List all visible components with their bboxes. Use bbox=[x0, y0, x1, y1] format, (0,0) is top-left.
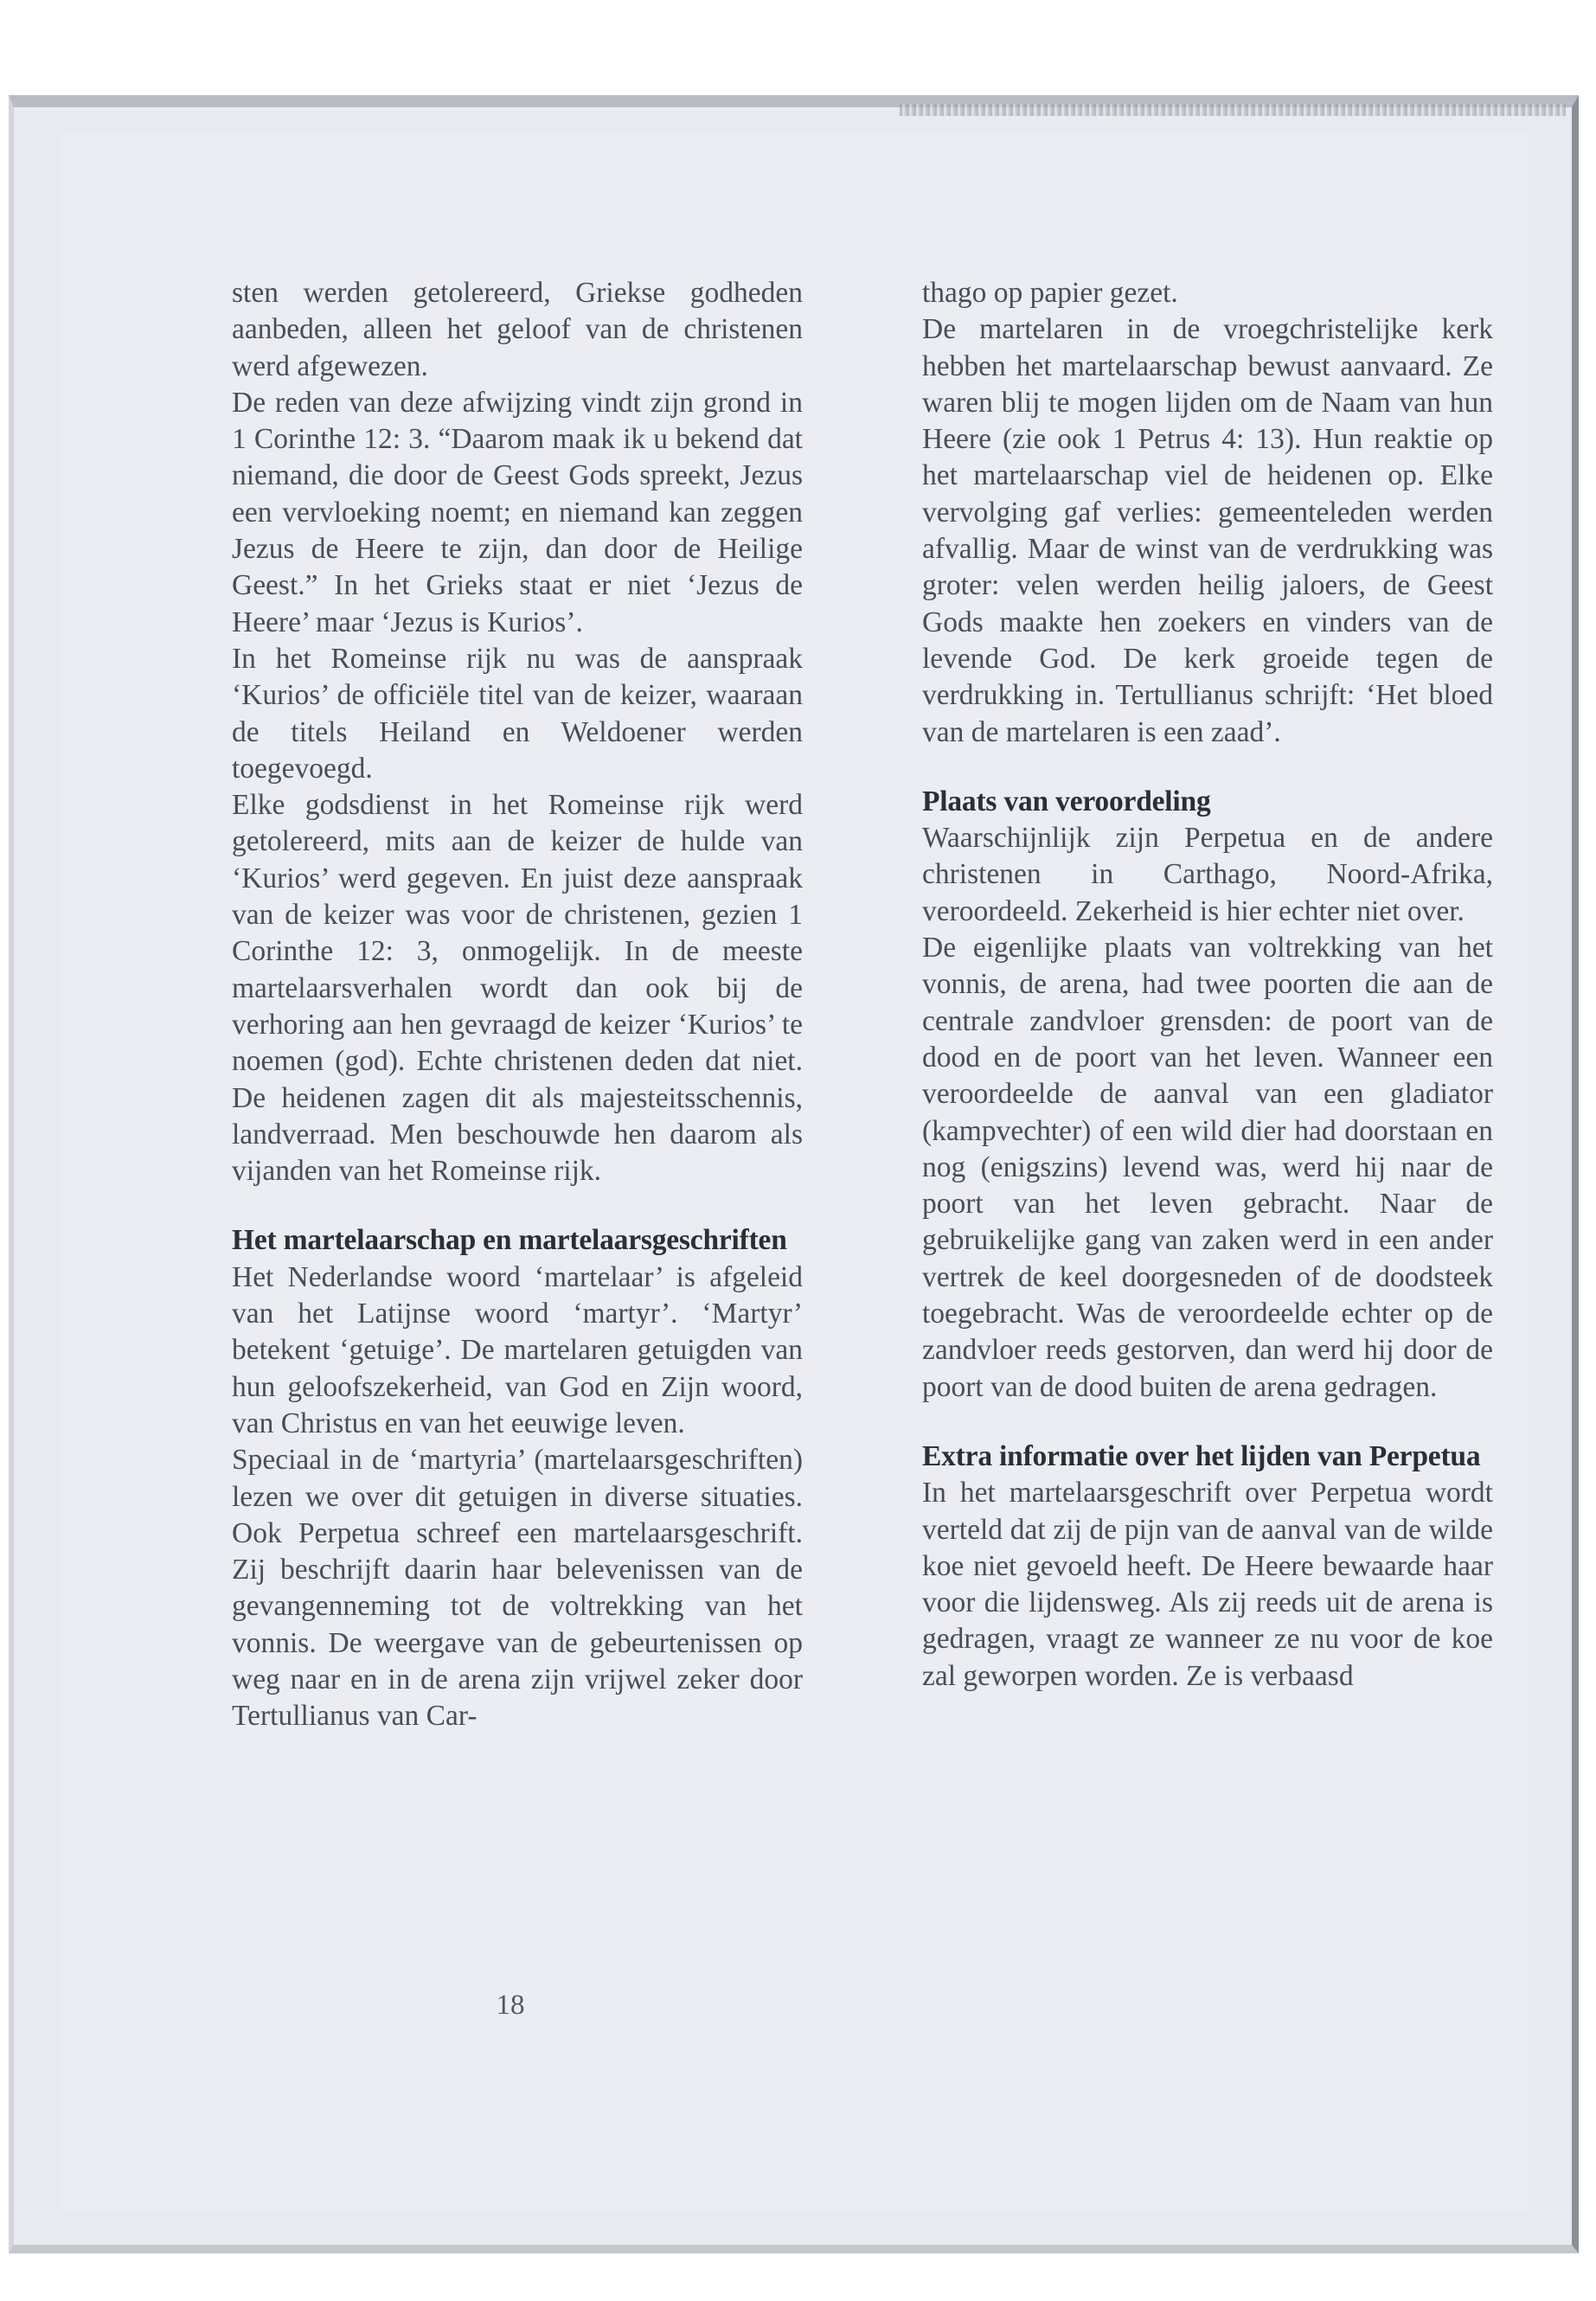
paragraph: Waarschijnlijk zijn Perpetua en de andere christenen in Carthago, Noord-Afrika, veroordeeld. Zekerheid is hier echter niet over. bbox=[922, 822, 1493, 927]
paragraph: De reden van deze afwijzing vindt zijn grond in 1 Corinthe 12: 3. “Daarom maak ik u bekend dat niemand, die door de Geest Gods spreekt, Jezus een vervloeking noemt; en niemand kan zeggen Jezus de Heere te zijn, dan door de Heilige Geest.” In het Grieks staat er niet ‘Jezus de Heere’ maar ‘Jezus is Kurios’. bbox=[232, 386, 803, 638]
paragraph: Elke godsdienst in het Romeinse rijk werd getolereerd, mits aan de keizer de hulde van ‘Kurios’ werd gegeven. En juist deze aanspraak van de keizer was voor de christenen, gezien 1 Corinthe 12: 3, onmogelijk. In de meeste martelaarsverhalen wordt dan ook bij de verhoring aan hen gevraagd de keizer ‘Kurios’ te noemen (god). Echte christenen deden dat niet. De heidenen zagen dit als majesteitsschennis, landverraad. Men beschouwde hen daarom als vijanden van het Romeinse rijk. bbox=[232, 789, 803, 1188]
paragraph: Speciaal in de ‘martyria’ (martelaarsgeschriften) lezen we over dit getuigen in diverse situaties. Ook Perpetua schreef een martelaarsgeschrift. Zij beschrijft daarin haar belevenissen van de gevangenneming tot de voltrekking van het vonnis. De weergave van de gebeurtenissen op weg naar en in de arena zijn vrijwel zeker door Tertullianus van Car- bbox=[232, 1444, 803, 1733]
page-number: 18 bbox=[496, 1990, 525, 2021]
paragraph: Het Nederlandse woord ‘martelaar’ is afgeleid van het Latijnse woord ‘martyr’. ‘Martyr’ betekent ‘getuige’. De martelaren getuigden van hun geloofszekerheid, van God en Zijn woord, van Christus en van het eeuwige leven. bbox=[232, 1260, 803, 1439]
paragraph: sten werden getolereerd, Griekse godheden aanbeden, alleen het geloof van de christenen werd afgewezen. bbox=[232, 277, 803, 382]
section-heading: Het martelaarschap en martelaarsgeschriften bbox=[232, 1224, 787, 1257]
paragraph: De martelaren in de vroegchristelijke kerk hebben het martelaarschap bewust aanvaard. Ze waren blij te mogen lijden om de Naam van hun Heere (zie ook 1 Petrus 4: 13). Hun reaktie op het martelaarschap viel de heidenen op. Elke vervolging gaf verlies: gemeenteleden werden afvallig. Maar de winst van de verdrukking was groter: velen werden heilig jaloers, de Geest Gods maakte hen zoekers en vinders van de levende God. De kerk groeide tegen de verdrukking in. Tertullianus schrijft: ‘Het bloed van de martelaren is een zaad’. bbox=[922, 313, 1493, 748]
scan-edge-artifact bbox=[900, 104, 1566, 116]
section-heading: Extra informatie over het lijden van Perpetua bbox=[922, 1439, 1481, 1472]
paragraph: thago op papier gezet. bbox=[922, 277, 1178, 309]
paragraph: De eigenlijke plaats van voltrekking van het vonnis, de arena, had twee poorten die aan de centrale zandvloer grensden: de poort van de dood en de poort van het leven. Wanneer een veroordeelde de aanval van een gladiator (kampvechter) of een wild dier had doorstaan en nog (enigszins) levend was, werd hij naar de poort van het leven gebracht. Naar de gebruikelijke gang van zaken werd in een ander vertrek de keel doorgesneden of de doodsteek toegebracht. Was de veroordeelde echter op de zandvloer reeds gestorven, dan werd hij door de poort van de dood buiten de arena gedragen. bbox=[922, 932, 1493, 1403]
paragraph: In het Romeinse rijk nu was de aanspraak ‘Kurios’ de officiële titel van de keizer, waaraan de titels Heiland en Weldoener werden toegevoegd. bbox=[232, 642, 803, 785]
right-column bbox=[922, 275, 1493, 1695]
section-heading: Plaats van veroordeling bbox=[922, 785, 1211, 817]
left-column bbox=[232, 275, 803, 1735]
paragraph: In het martelaarsgeschrift over Perpetua wordt verteld dat zij de pijn van de aanval van de wilde koe niet gevoeld heeft. De Heere bewaarde haar voor die lijdensweg. Als zij reeds uit de arena is gedragen, vraagt ze wanneer ze nu voor de koe zal geworpen worden. Ze is verbaasd bbox=[922, 1477, 1493, 1692]
